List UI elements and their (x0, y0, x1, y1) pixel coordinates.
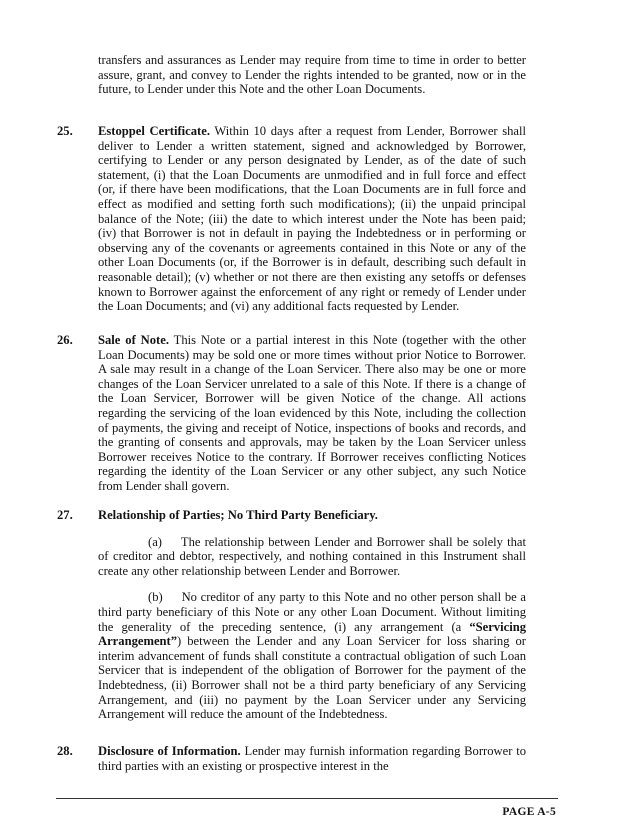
subsection-b-body-start: No creditor of any party to this Note and no other person shall be a third party beneficiary of this Note or any other Loan Document. Without limiting the generality of the preceding sentence, (i) any arrangement (a (98, 590, 526, 634)
servicing-arrangement-term: “Servicing Arrangement” (98, 619, 526, 649)
section-27-subsection-a (98, 535, 526, 579)
section-27-relationship-of-parties (98, 508, 526, 722)
continuation-paragraph: transfers and assurances as Lender may require from time to time in order to better assure, grant, and convey to Lender the rights intended to be granted, now or in the future, to Lender under this Note and the other Loan Documents. (98, 53, 526, 97)
section-25-number: 25. (57, 124, 73, 138)
section-28-number: 28. (57, 744, 73, 758)
section-27-heading: Relationship of Parties; No Third Party Beneficiary. (98, 508, 378, 522)
subsection-a-body: The relationship between Lender and Borrower shall be solely that of creditor and debtor, respectively, and nothing contained in this Instrument shall create any other relationship between Lender and Borrower. (98, 534, 526, 578)
section-26-sale-of-note (98, 333, 526, 494)
section-25-estoppel-certificate (98, 124, 526, 314)
section-26-body: This Note or a partial interest in this Note (together with the other Loan Documents) may be sold one or more times without prior Notice to Borrower. A sale may result in a change of the Loan Servicer. There also may be one or more changes of the Loan Servicer unrelated to a sale of this Note. If there is a change of the Loan Servicer, Borrower will be given Notice of the change. All actions regarding the servicing of the loan evidenced by this Note, including the collection of payments, the giving and receipt of Notice, inspections of books and records, and the granting of consents and approvals, may be taken by the Loan Servicer unless Borrower receives Notice to the contrary. If Borrower receives conflicting Notices regarding the identity of the Loan Servicer or any other subject, any such Notice from Lender shall govern. (98, 333, 526, 493)
section-28-body: Lender may furnish information regarding Borrower to third parties with an existing or prospective interest in the (98, 744, 526, 773)
section-27-number: 27. (57, 508, 73, 522)
section-26-heading: Sale of Note. (98, 333, 169, 347)
section-27-subsection-b (98, 590, 526, 721)
subsection-b-body-end: ) between the Lender and any Loan Servicer for loss sharing or interim advancement of funds shall constitute a contractual obligation of such Loan Servicer that is independent of the obligation of Borrower for the payment of the Indebtedness, (ii) Borrower shall not be a third party beneficiary of any Servicing Arrangement, and (iii) no payment by the Loan Servicer under any Servicing Arrangement will reduce the amount of the Indebtedness. (98, 634, 526, 722)
page-number: PAGE A-5 (502, 806, 556, 818)
section-25-heading: Estoppel Certificate. (98, 124, 210, 138)
section-28-heading: Disclosure of Information. (98, 744, 241, 758)
subsection-a-label: (a) (148, 534, 162, 549)
subsection-b-label: (b) (148, 590, 163, 605)
footer-rule (56, 798, 558, 799)
section-26-number: 26. (57, 333, 73, 347)
section-28-disclosure-of-information (98, 744, 526, 773)
section-25-body: Within 10 days after a request from Lender, Borrower shall deliver to Lender a written statement, signed and acknowledged by Borrower, certifying to Lender or any person designated by Lender, as of the date of such statement, (i) that the Loan Documents are unmodified and in full force and effect (or, if there have been modifications, that the Loan Documents are in full force and effect as modified and setting forth such modifications); (ii) the unpaid principal balance of the Note; (iii) the date to which interest under the Note has been paid; (iv) that Borrower is not in default in paying the Indebtedness or in performing or observing any of the covenants or agreements contained in this Note or any of the other Loan Documents (or, if the Borrower is in default, describing such default in reasonable detail); (v) whether or not there are then existing any setoffs or defenses known to Borrower against the enforcement of any right or remedy of Lender under the Loan Documents; and (vi) any additional facts requested by Lender. (98, 124, 527, 314)
